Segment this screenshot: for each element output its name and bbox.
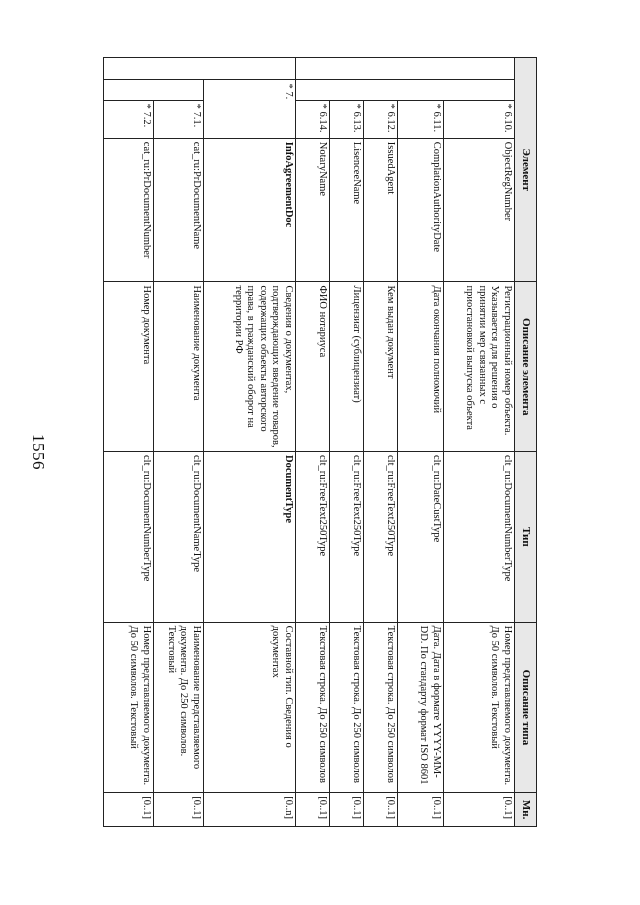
multiplicity: [0..1] <box>296 793 330 827</box>
header-element: Элемент <box>515 58 537 282</box>
element-description: Сведения о документах, подтверждающих введение товаров, содержащих объекты авторского права, в гражданский оборот на территории РФ <box>204 282 296 452</box>
table-row <box>296 58 330 827</box>
table-row <box>398 58 444 827</box>
element-description: Дата окончания полномочий <box>398 282 444 452</box>
element-type: clt_ru:DateCustType <box>398 452 444 623</box>
element-description: Лицензиат (сублицензиат) <box>330 282 364 452</box>
table-row <box>104 58 154 827</box>
element-description: Номер документа <box>104 282 154 452</box>
multiplicity: [0..1] <box>398 793 444 827</box>
multiplicity: [0..1] <box>330 793 364 827</box>
table-row <box>154 58 204 827</box>
element-name: LisenceeName <box>330 138 364 282</box>
rotated-table-wrapper <box>107 57 537 827</box>
element-name: InfoAgreementDoc <box>204 138 296 282</box>
type-description: Составной тип. Сведения о документах <box>204 622 296 793</box>
element-name: ComplationAuthorityDate <box>398 138 444 282</box>
element-name: NotaryName <box>296 138 330 282</box>
element-type: clt_ru:FreeText250Type <box>296 452 330 623</box>
element-table <box>103 57 537 827</box>
table-row <box>444 58 515 827</box>
element-name: cat_ru:PrDocumentNumber <box>104 138 154 282</box>
type-description: Дата. Дата в формате YYYY-MM-DD. По стандарту формат ISO 8601 <box>398 622 444 793</box>
element-type: clt_ru:DocumentNumberType <box>444 452 515 623</box>
row-number: * 6.11. <box>398 100 444 138</box>
element-type: clt_ru:FreeText250Type <box>330 452 364 623</box>
type-description: Наименование представляемого документа. До 250 символов. Текстовый <box>154 622 204 793</box>
element-type: clt_ru:DocumentNameType <box>154 452 204 623</box>
row-number: * 6.14. <box>296 100 330 138</box>
row-number: * 7.2. <box>104 100 154 138</box>
row-number: * 7.1. <box>154 100 204 138</box>
header-description: Описание элемента <box>515 282 537 452</box>
row-number: * 6.13. <box>330 100 364 138</box>
element-name: ObjectRegNumber <box>444 138 515 282</box>
element-description: ФИО нотариуса <box>296 282 330 452</box>
header-type-description: Описание типа <box>515 622 537 793</box>
multiplicity: [0..1] <box>444 793 515 827</box>
element-name: cat_ru:PrDocumentName <box>154 138 204 282</box>
multiplicity: [0..1] <box>104 793 154 827</box>
table-row <box>364 58 398 827</box>
header-type: Тип <box>515 452 537 623</box>
element-type: clt_ru:FreeText250Type <box>364 452 398 623</box>
row-number: * 6.12. <box>364 100 398 138</box>
type-description: Текстовая строка. До 250 символов <box>296 622 330 793</box>
multiplicity: [0..1] <box>364 793 398 827</box>
type-description: Текстовая строка. До 250 символов <box>330 622 364 793</box>
table-header-row <box>515 58 537 827</box>
page-number: 1556 <box>29 434 48 470</box>
header-multiplicity: Мн. <box>515 793 537 827</box>
table-row <box>330 58 364 827</box>
type-description: Номер представляемого документа. До 50 символов. Текстовый <box>104 622 154 793</box>
element-description: Регистрационный номер объекта. Указывается для решения о принятии мер связанных с приостановкой выпуска объекта <box>444 282 515 452</box>
element-name: IssuedAgent <box>364 138 398 282</box>
type-description: Текстовая строка. До 250 символов <box>364 622 398 793</box>
row-number: * 7. <box>204 80 296 138</box>
type-description: Номер представляемого документа. До 50 символов. Текстовый <box>444 622 515 793</box>
row-number: * 6.10. <box>444 100 515 138</box>
table-row <box>204 58 296 827</box>
multiplicity: [0..1] <box>154 793 204 827</box>
element-type: clt_ru:DocumentNumberType <box>104 452 154 623</box>
element-description: Кем выдан документ <box>364 282 398 452</box>
multiplicity: [0..n] <box>204 793 296 827</box>
element-description: Наименование документа <box>154 282 204 452</box>
element-type: DocumentType <box>204 452 296 623</box>
